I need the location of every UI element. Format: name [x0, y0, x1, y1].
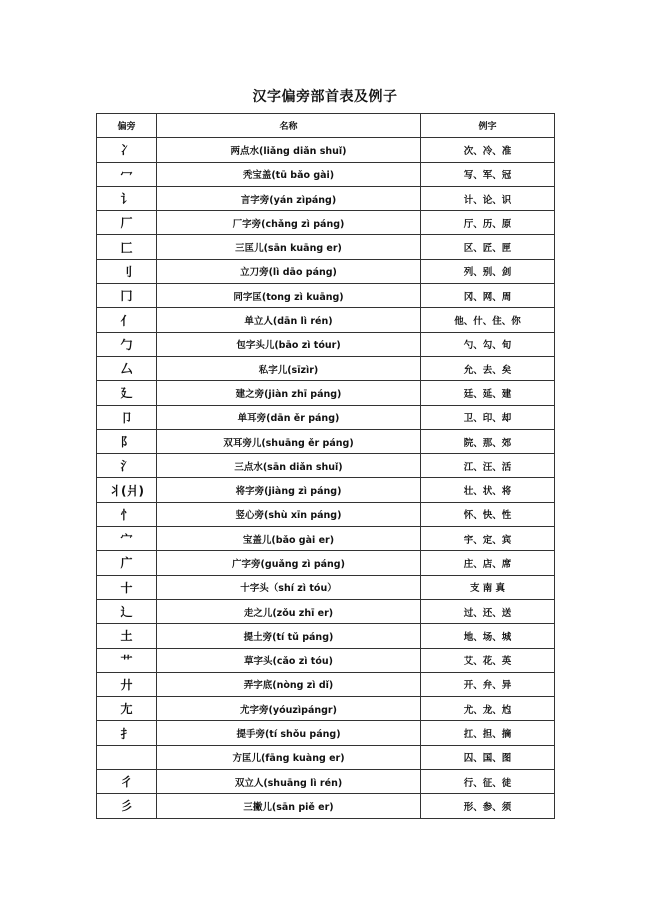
table-row [97, 794, 555, 818]
radical-cell: 冫 [97, 138, 157, 162]
name-cell: 双立人(shuāng lì rén) [157, 770, 421, 794]
table-row [97, 186, 555, 210]
table-row [97, 551, 555, 575]
radical-cell: 辶 [97, 599, 157, 623]
name-cell: 草字头(cǎo zì tóu) [157, 648, 421, 672]
examples-cell: 冈、网、周 [421, 284, 555, 308]
radical-cell: 廾 [97, 672, 157, 696]
table-row [97, 332, 555, 356]
radical-cell: 廴 [97, 381, 157, 405]
page-title: 汉字偏旁部首表及例子 [252, 89, 398, 105]
name-cell: 尤字旁(yóuzìpángr) [157, 697, 421, 721]
name-cell: 包字头儿(bāo zì tóur) [157, 332, 421, 356]
radical-cell: 扌 [97, 721, 157, 745]
radical-cell: 土 [97, 624, 157, 648]
examples-cell: 怀、快、性 [421, 502, 555, 526]
examples-cell: 廷、延、建 [421, 381, 555, 405]
radical-cell: 宀 [97, 527, 157, 551]
examples-cell: 开、弁、异 [421, 672, 555, 696]
table-row [97, 381, 555, 405]
name-cell: 十字头（shí zì tóu） [157, 575, 421, 599]
name-cell: 将字旁(jiàng zì páng) [157, 478, 421, 502]
table-row [97, 527, 555, 551]
examples-cell: 宇、定、宾 [421, 527, 555, 551]
radical-cell: 匚 [97, 235, 157, 259]
examples-cell: 支 南 真 [421, 575, 555, 599]
table-row [97, 284, 555, 308]
header-radical: 偏旁 [97, 114, 157, 138]
table-row [97, 308, 555, 332]
radical-cell: 厶 [97, 356, 157, 380]
table-row [97, 454, 555, 478]
table-row [97, 672, 555, 696]
header-name: 名称 [157, 114, 421, 138]
radical-cell: 彳 [97, 770, 157, 794]
table-row [97, 356, 555, 380]
examples-cell: 院、那、郊 [421, 429, 555, 453]
radical-cell: 丬(爿) [97, 478, 157, 502]
radical-cell: 亻 [97, 308, 157, 332]
examples-cell: 次、冷、准 [421, 138, 555, 162]
examples-cell: 江、汪、活 [421, 454, 555, 478]
table-row [97, 429, 555, 453]
radical-cell: 冂 [97, 284, 157, 308]
radical-cell [97, 745, 157, 769]
header-examples: 例字 [421, 114, 555, 138]
name-cell: 两点水(liǎng diǎn shuǐ) [157, 138, 421, 162]
radical-cell: 氵 [97, 454, 157, 478]
examples-cell: 卫、印、却 [421, 405, 555, 429]
name-cell: 私字儿(sīzìr) [157, 356, 421, 380]
name-cell: 广字旁(guǎng zì páng) [157, 551, 421, 575]
table-row [97, 599, 555, 623]
examples-cell: 尤、龙、尥 [421, 697, 555, 721]
examples-cell: 扛、担、摘 [421, 721, 555, 745]
table-row [97, 745, 555, 769]
table-row [97, 405, 555, 429]
examples-cell: 地、场、城 [421, 624, 555, 648]
examples-cell: 庄、店、席 [421, 551, 555, 575]
table-row [97, 211, 555, 235]
table-row [97, 478, 555, 502]
radical-cell: 忄 [97, 502, 157, 526]
radical-cell: 尢 [97, 697, 157, 721]
table-row [97, 770, 555, 794]
name-cell: 秃宝盖(tū bǎo gài) [157, 162, 421, 186]
name-cell: 三匡儿(sān kuāng er) [157, 235, 421, 259]
table-row [97, 648, 555, 672]
radical-cell: 艹 [97, 648, 157, 672]
name-cell: 单立人(dān lì rén) [157, 308, 421, 332]
radical-cell: 彡 [97, 794, 157, 818]
examples-cell: 允、去、矣 [421, 356, 555, 380]
name-cell: 方匡儿(fāng kuàng er) [157, 745, 421, 769]
name-cell: 单耳旁(dān ěr páng) [157, 405, 421, 429]
table-body [97, 138, 555, 818]
radical-table [96, 113, 555, 819]
name-cell: 提手旁(tí shǒu páng) [157, 721, 421, 745]
table-row [97, 502, 555, 526]
radical-cell: 刂 [97, 259, 157, 283]
table-row [97, 235, 555, 259]
name-cell: 提土旁(tí tǔ páng) [157, 624, 421, 648]
name-cell: 立刀旁(lì dāo páng) [157, 259, 421, 283]
name-cell: 厂字旁(chǎng zì páng) [157, 211, 421, 235]
radical-cell: 广 [97, 551, 157, 575]
examples-cell: 形、参、须 [421, 794, 555, 818]
examples-cell: 行、征、徒 [421, 770, 555, 794]
name-cell: 同字匡(tong zì kuāng) [157, 284, 421, 308]
radical-cell: 卩 [97, 405, 157, 429]
examples-cell: 过、还、送 [421, 599, 555, 623]
name-cell: 双耳旁儿(shuāng ěr páng) [157, 429, 421, 453]
name-cell: 建之旁(jiàn zhī páng) [157, 381, 421, 405]
examples-cell: 计、论、识 [421, 186, 555, 210]
examples-cell: 写、军、冠 [421, 162, 555, 186]
name-cell: 三撇儿(sān piě er) [157, 794, 421, 818]
name-cell: 竖心旁(shù xīn páng) [157, 502, 421, 526]
examples-cell: 囚、国、图 [421, 745, 555, 769]
name-cell: 弄字底(nòng zì dǐ) [157, 672, 421, 696]
examples-cell: 壮、状、将 [421, 478, 555, 502]
name-cell: 言字旁(yán zìpáng) [157, 186, 421, 210]
examples-cell: 艾、花、英 [421, 648, 555, 672]
name-cell: 走之儿(zǒu zhī er) [157, 599, 421, 623]
examples-cell: 列、别、剑 [421, 259, 555, 283]
examples-cell: 区、匠、匣 [421, 235, 555, 259]
name-cell: 宝盖儿(bǎo gài er) [157, 527, 421, 551]
examples-cell: 勺、勾、旬 [421, 332, 555, 356]
table-row [97, 624, 555, 648]
name-cell: 三点水(sān diǎn shuǐ) [157, 454, 421, 478]
table-row [97, 697, 555, 721]
table-row [97, 575, 555, 599]
examples-cell: 厅、历、原 [421, 211, 555, 235]
radical-cell: 厂 [97, 211, 157, 235]
radical-cell: 冖 [97, 162, 157, 186]
radical-cell: 讠 [97, 186, 157, 210]
examples-cell: 他、什、住、你 [421, 308, 555, 332]
radical-cell: 十 [97, 575, 157, 599]
table-row [97, 162, 555, 186]
table-row [97, 138, 555, 162]
table-header-row [97, 114, 555, 138]
table-row [97, 259, 555, 283]
table-row [97, 721, 555, 745]
radical-cell: 阝 [97, 429, 157, 453]
radical-cell: 勹 [97, 332, 157, 356]
